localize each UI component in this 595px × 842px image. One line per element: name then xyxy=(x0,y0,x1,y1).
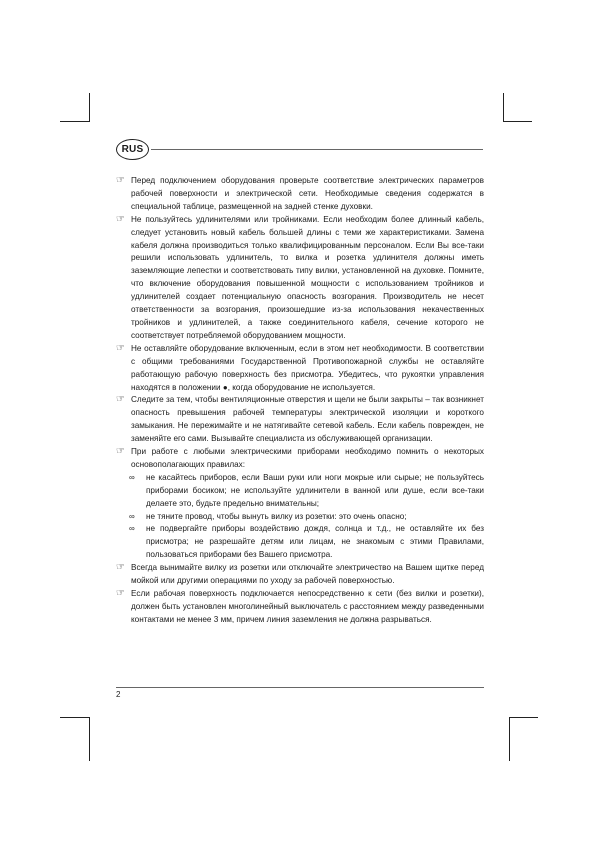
crop-mark xyxy=(60,717,89,718)
crop-mark xyxy=(89,717,90,761)
crop-mark xyxy=(89,93,90,122)
crop-mark xyxy=(503,121,532,122)
infinity-bullet-icon: ∞ xyxy=(129,524,135,534)
item-text: Всегда вынимайте вилку из розетки или отключайте электричество на Вашем щитке перед мойкой или другими операциями по уходу за рабочей поверхностью. xyxy=(131,563,484,586)
item-text: Следите за тем, чтобы вентиляционные отверстия и щели не были закрыты – так возникнет опасность превышения рабочей температуры электрической изоляции и короткого замыкания. Не пережимайте и не натягивайте сетевой кабель. Если кабель поврежден, не заменяйте его сами. Вызывайте специалиста из обслуживающей организации. xyxy=(131,395,484,444)
infinity-bullet-icon: ∞ xyxy=(129,472,135,482)
sub-list-item xyxy=(116,472,484,511)
list-item xyxy=(116,175,484,214)
item-text: Перед подключением оборудования проверьте соответствие электрических параметров рабочей поверхности и электрической сети. Необходимые сведения содержатся в специальной таблице, размещенной на задней стенке духовки. xyxy=(131,176,484,211)
list-item xyxy=(116,446,484,472)
list-item xyxy=(116,394,484,446)
list-item xyxy=(116,343,484,395)
footer-rule xyxy=(116,687,484,688)
crop-mark xyxy=(503,93,504,122)
item-text: При работе с любыми электрическими приборами необходимо помнить о некоторых основополагающих правилах: xyxy=(131,447,484,469)
pointing-hand-icon: ☞ xyxy=(116,588,125,599)
crop-mark xyxy=(60,121,89,122)
sub-item-text: не тяните провод, чтобы вынуть вилку из розетки: это очень опасно; xyxy=(146,511,407,521)
item-text: Если рабочая поверхность подключается непосредственно к сети (без вилки и розетки), должен быть установлен многолинейный выключатель с расстоянием между разведенными контактами не менее 3 мм, причем линия заземления не должна разрываться. xyxy=(131,589,484,624)
item-text: Не пользуйтесь удлинителями или тройниками. Если необходим более длинный кабель, следует установить новый кабель большей длины с теми же характеристиками. Замена кабеля должна производиться только квалифицированным персоналом. Если Вы все-таки решили использовать удлинитель, то вилка и розетка удлинителя должны иметь заземляющие лепестки и соответствовать типу вилки, установленной на духовке. Помните, что включение оборудования повышенной мощности с использованием тройников и удлинителей создает потенциальную опасность возгорания. Производитель не несет ответственности за возгорания, произошедшие из-за использования некачественных тройников и удлинителей, а также соединительного кабеля, сечение которого не соответствует потребляемой оборудованием мощности. xyxy=(131,214,484,340)
crop-mark xyxy=(509,717,510,761)
language-badge: RUS xyxy=(116,139,149,160)
pointing-hand-icon: ☞ xyxy=(116,446,125,458)
pointing-hand-icon: ☞ xyxy=(116,342,125,354)
pointing-hand-icon: ☞ xyxy=(116,562,125,574)
crop-mark xyxy=(509,717,538,718)
header-rule xyxy=(151,149,483,150)
list-item xyxy=(116,562,484,588)
list-item xyxy=(116,588,484,627)
pointing-hand-icon: ☞ xyxy=(116,213,125,225)
sub-item-text: не касайтесь приборов, если Ваши руки или ноги мокрые или сырые; не пользуйтесь приборами босиком; не используйте удлинители в ванной или душе, если все-таки делаете это, будьте предельно внимательны; xyxy=(146,472,484,508)
pointing-hand-icon: ☞ xyxy=(116,175,125,186)
infinity-bullet-icon: ∞ xyxy=(129,511,135,521)
safety-instructions xyxy=(116,175,484,627)
off-position-dot-icon: ● xyxy=(222,382,228,392)
list-item xyxy=(116,214,484,343)
pointing-hand-icon: ☞ xyxy=(116,394,125,406)
sub-list-item xyxy=(116,511,484,524)
item-text: , когда оборудование не используется. xyxy=(227,382,376,392)
sub-item-text: не подвергайте приборы воздействию дождя, солнца и т.д., не оставляйте их без присмотра; не разрешайте детям или лицам, не знакомым с этими Правилами, пользоваться приборами без Вашего присмотра. xyxy=(146,524,484,560)
page-number: 2 xyxy=(116,690,121,699)
sub-list-item xyxy=(116,523,484,562)
item-text: Не оставляйте оборудование включенным, если в этом нет необходимости. В соответствии с общими требованиями Государственной Противопожарной службы не оставляйте работающую рабочую поверхность без присмотра. Убедитесь, что рукоятки управления находятся в положении xyxy=(131,343,484,392)
